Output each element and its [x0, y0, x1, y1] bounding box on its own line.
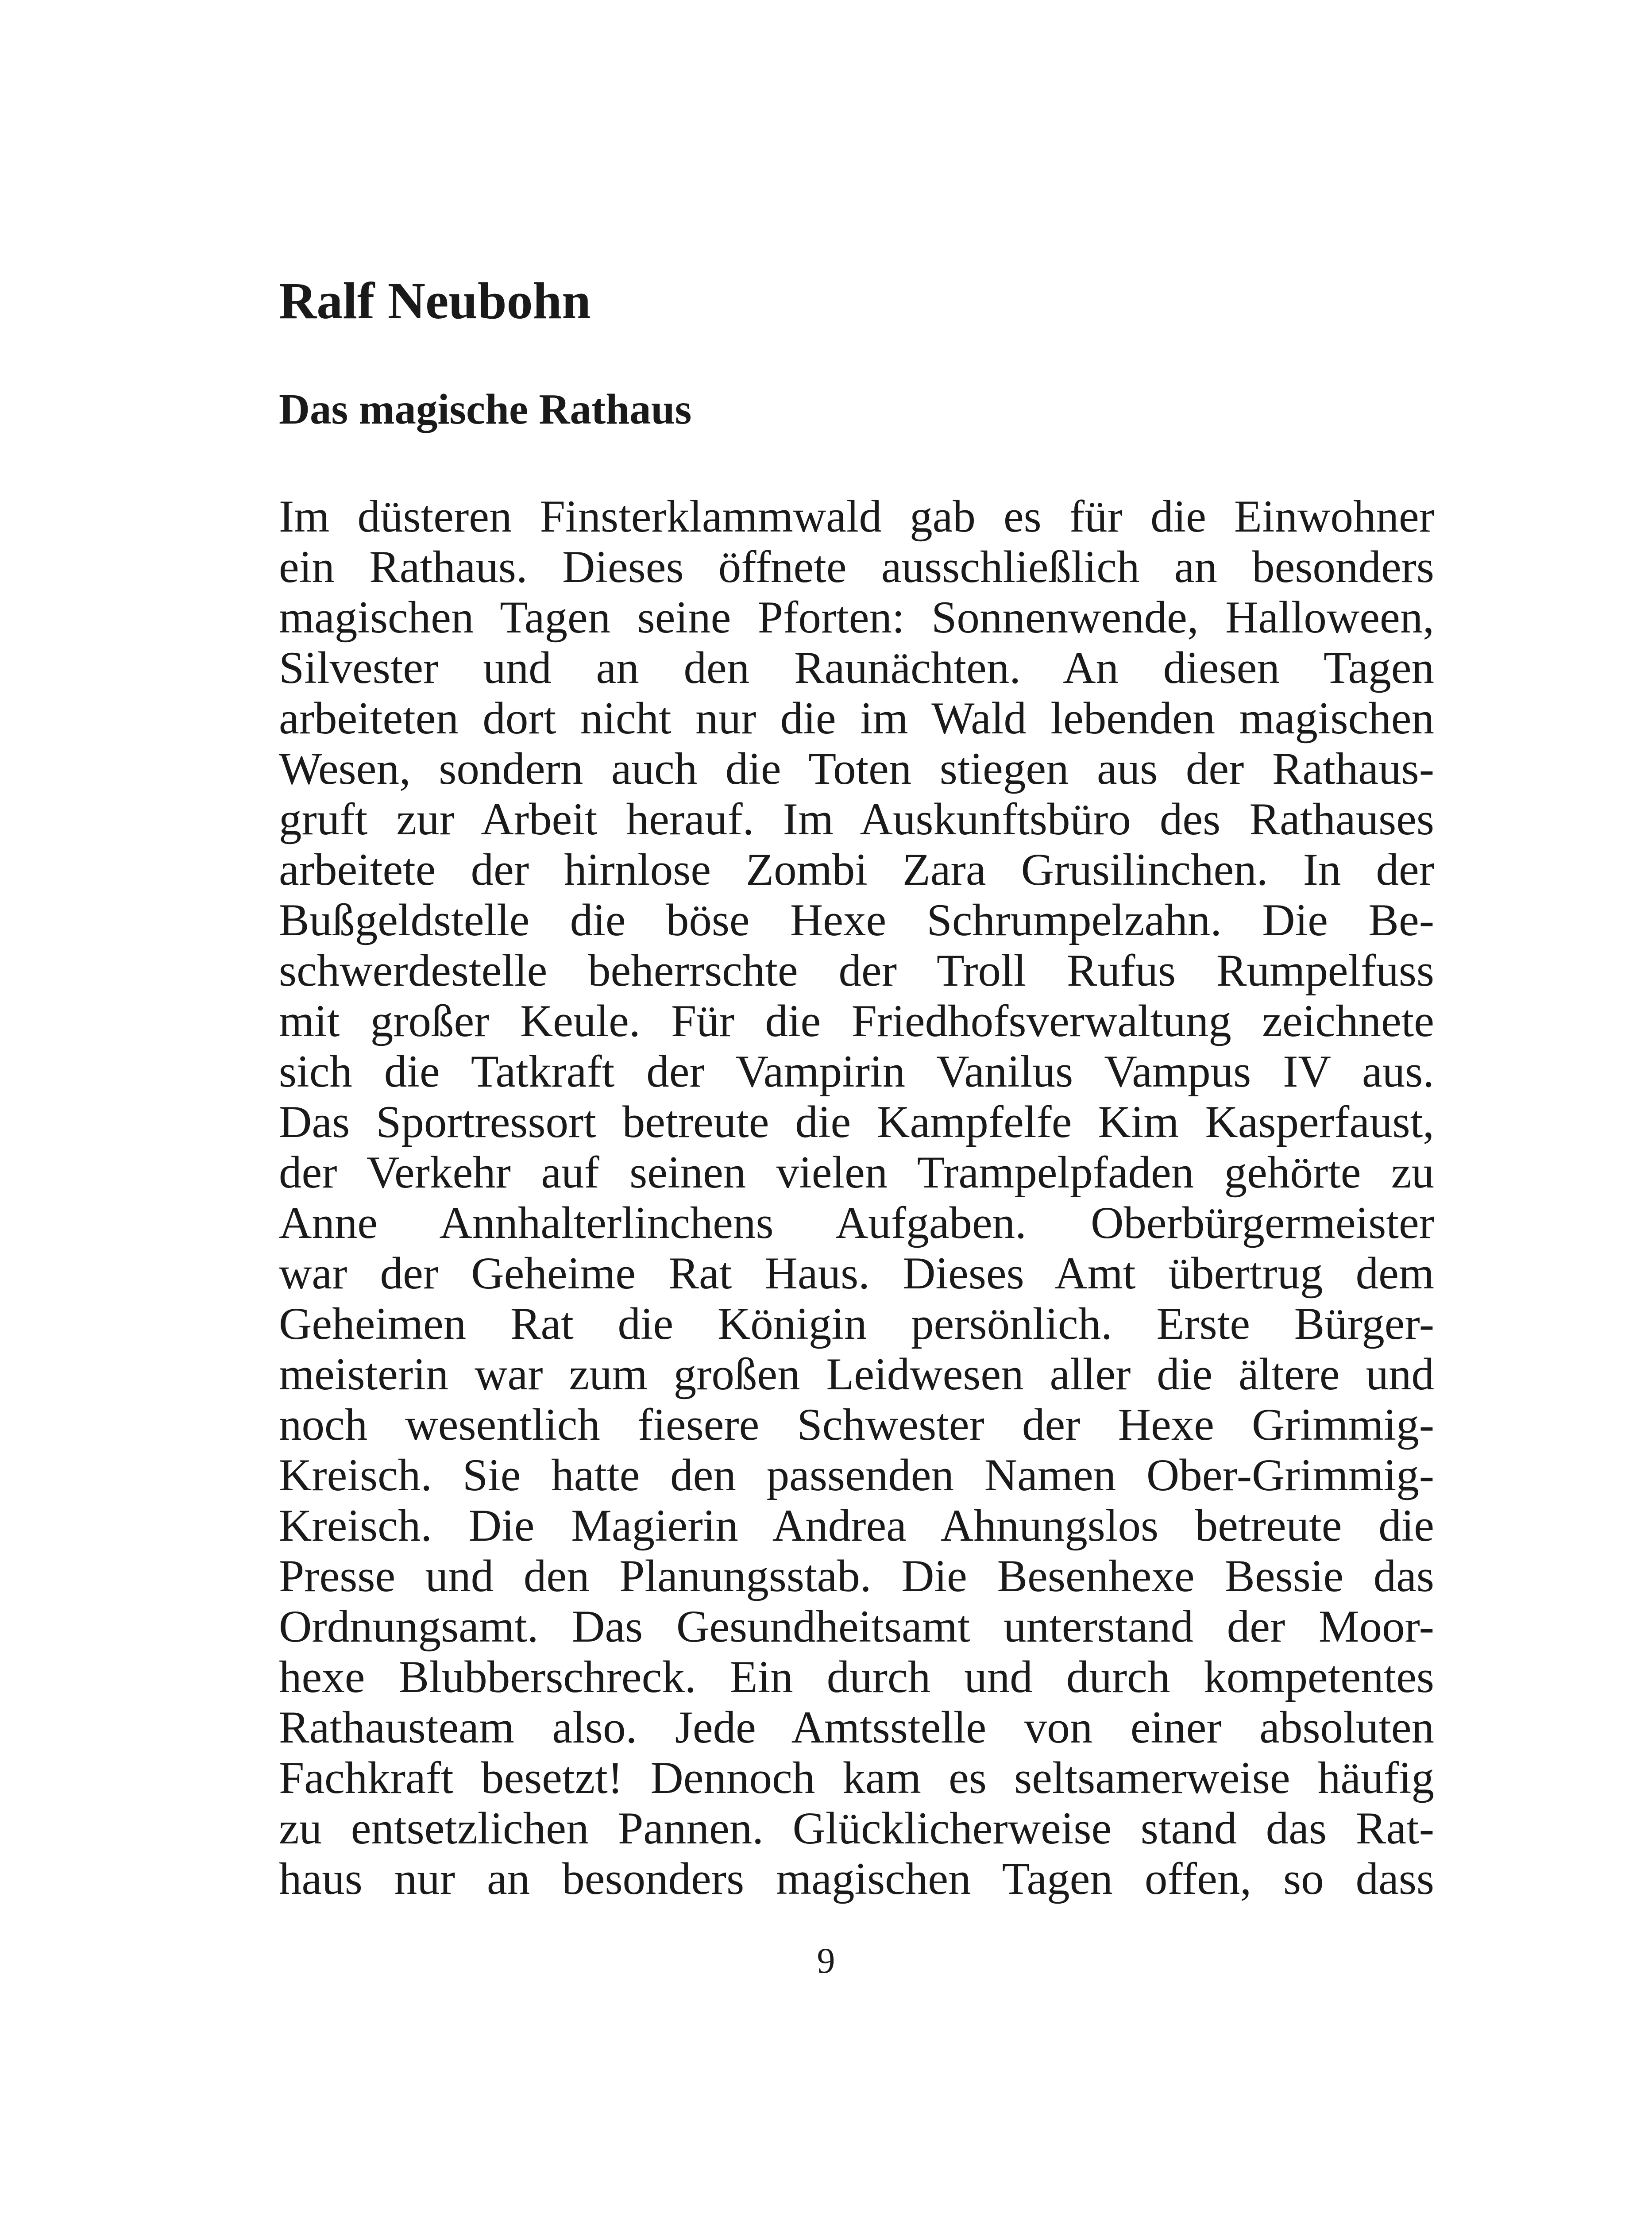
story-body	[279, 491, 1434, 1904]
body-line: Bußgeldstelle die böse Hexe Schrumpelzahn. Die Be-	[279, 895, 1434, 945]
body-line: Kreisch. Sie hatte den passenden Namen Ober-Grimmig-	[279, 1450, 1434, 1500]
page-number: 9	[817, 1940, 835, 1981]
body-line: Geheimen Rat die Königin persönlich. Erste Bürger-	[279, 1299, 1434, 1349]
body-line: schwerdestelle beherrschte der Troll Rufus Rumpelfuss	[279, 945, 1434, 996]
body-line: Das Sportressort betreute die Kampfelfe Kim Kasperfaust,	[279, 1097, 1434, 1147]
body-line: zu entsetzlichen Pannen. Glücklicherweise stand das Rat-	[279, 1803, 1434, 1854]
body-line: gruft zur Arbeit herauf. Im Auskunftsbüro des Rathauses	[279, 794, 1434, 844]
body-line: Presse und den Planungsstab. Die Besenhexe Bessie das	[279, 1551, 1434, 1601]
body-line: Im düsteren Finsterklammwald gab es für die Einwohner	[279, 491, 1434, 542]
body-line: Anne Annhalterlinchens Aufgaben. Oberbürgermeister	[279, 1198, 1434, 1248]
body-line: sich die Tatkraft der Vampirin Vanilus Vampus IV aus.	[279, 1046, 1434, 1097]
body-line: mit großer Keule. Für die Friedhofsverwaltung zeichnete	[279, 996, 1434, 1046]
body-line: Rathausteam also. Jede Amtsstelle von einer absoluten	[279, 1702, 1434, 1753]
body-line: war der Geheime Rat Haus. Dieses Amt übertrug dem	[279, 1248, 1434, 1299]
body-line: hexe Blubberschreck. Ein durch und durch kompetentes	[279, 1652, 1434, 1702]
body-line: Ordnungsamt. Das Gesundheitsamt unterstand der Moor-	[279, 1601, 1434, 1652]
body-line: arbeiteten dort nicht nur die im Wald lebenden magischen	[279, 693, 1434, 744]
body-line: Fachkraft besetzt! Dennoch kam es seltsamerweise häufig	[279, 1753, 1434, 1803]
body-line: Wesen, sondern auch die Toten stiegen aus der Rathaus-	[279, 744, 1434, 794]
body-line: magischen Tagen seine Pforten: Sonnenwende, Halloween,	[279, 592, 1434, 643]
body-line: meisterin war zum großen Leidwesen aller die ältere und	[279, 1349, 1434, 1400]
author-name: Ralf Neubohn	[279, 272, 591, 330]
body-line: ein Rathaus. Dieses öffnete ausschließlich an besonders	[279, 542, 1434, 592]
body-line: haus nur an besonders magischen Tagen offen, so dass	[279, 1854, 1434, 1904]
body-line: Silvester und an den Raunächten. An diesen Tagen	[279, 643, 1434, 693]
body-line: noch wesentlich fiesere Schwester der Hexe Grimmig-	[279, 1400, 1434, 1450]
body-line: arbeitete der hirnlose Zombi Zara Grusilinchen. In der	[279, 844, 1434, 895]
body-line: Kreisch. Die Magierin Andrea Ahnungslos betreute die	[279, 1500, 1434, 1551]
body-line: der Verkehr auf seinen vielen Trampelpfaden gehörte zu	[279, 1147, 1434, 1198]
story-title: Das magische Rathaus	[279, 386, 692, 433]
